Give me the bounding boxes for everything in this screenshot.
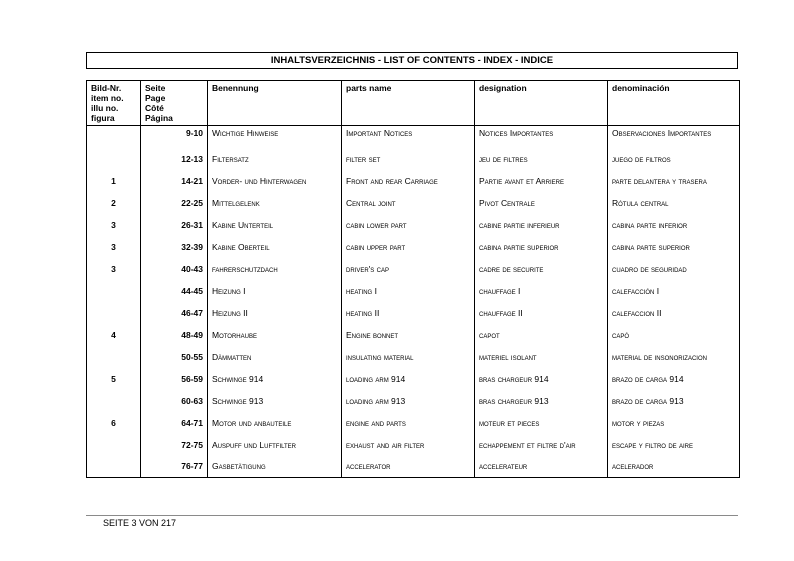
cell-parts-name: loading arm 913	[342, 390, 475, 412]
cell-bild-nr: 3	[87, 236, 141, 258]
cell-bild-nr: 5	[87, 368, 141, 390]
header-seite-line: Page	[145, 93, 166, 103]
cell-denominacion: cabina parte inferior	[608, 214, 740, 236]
cell-bild-nr	[87, 302, 141, 324]
cell-designation: capot	[475, 324, 608, 346]
cell-denominacion: motor y piezas	[608, 412, 740, 434]
cell-denominacion: brazo de carga 914	[608, 368, 740, 390]
table-row	[87, 258, 740, 280]
header-row	[87, 81, 740, 126]
header-seite-line: Seite	[145, 83, 166, 93]
header-seite-line: Página	[145, 113, 173, 123]
header-bild-line: item no.	[91, 93, 124, 103]
cell-bild-nr: 2	[87, 192, 141, 214]
cell-page-range: 76-77	[141, 456, 208, 478]
cell-denominacion: Observaciones Importantes	[608, 126, 740, 148]
cell-benennung: Heizung I	[208, 280, 342, 302]
header-bild-line: illu no.	[91, 103, 119, 113]
cell-benennung: Auspuff und Luftfilter	[208, 434, 342, 456]
cell-bild-nr	[87, 346, 141, 368]
cell-designation: jeu de filtres	[475, 148, 608, 170]
table-row	[87, 346, 740, 368]
cell-bild-nr: 1	[87, 170, 141, 192]
cell-page-range: 14-21	[141, 170, 208, 192]
cell-page-range: 56-59	[141, 368, 208, 390]
cell-page-range: 26-31	[141, 214, 208, 236]
header-benennung: Benennung	[208, 81, 342, 126]
cell-denominacion: cabina parte superior	[608, 236, 740, 258]
table-row	[87, 302, 740, 324]
cell-benennung: Kabine Unterteil	[208, 214, 342, 236]
cell-parts-name: loading arm 914	[342, 368, 475, 390]
cell-parts-name: engine and parts	[342, 412, 475, 434]
footer-divider	[86, 515, 738, 516]
header-bild-line: figura	[91, 113, 115, 123]
cell-page-range: 72-75	[141, 434, 208, 456]
cell-benennung: Dämmatten	[208, 346, 342, 368]
cell-denominacion: juego de filtros	[608, 148, 740, 170]
cell-bild-nr	[87, 390, 141, 412]
cell-page-range: 40-43	[141, 258, 208, 280]
cell-page-range: 22-25	[141, 192, 208, 214]
table-row	[87, 280, 740, 302]
cell-bild-nr	[87, 434, 141, 456]
cell-denominacion: acelerador	[608, 456, 740, 478]
cell-bild-nr	[87, 280, 141, 302]
cell-designation: echappement et filtre d'air	[475, 434, 608, 456]
cell-benennung: Wichtige Hinweise	[208, 126, 342, 148]
cell-parts-name: exhaust and air filter	[342, 434, 475, 456]
cell-denominacion: calefaccion II	[608, 302, 740, 324]
table-row	[87, 368, 740, 390]
cell-designation: Pivot Centrale	[475, 192, 608, 214]
cell-designation: chauffage I	[475, 280, 608, 302]
cell-parts-name: accelerator	[342, 456, 475, 478]
cell-benennung: Vorder- und Hinterwagen	[208, 170, 342, 192]
table-row	[87, 390, 740, 412]
cell-parts-name: Engine bonnet	[342, 324, 475, 346]
cell-benennung: Schwinge 914	[208, 368, 342, 390]
cell-parts-name: Important Notices	[342, 126, 475, 148]
header-denominacion: denominación	[608, 81, 740, 126]
table-row	[87, 456, 740, 478]
cell-benennung: Gasbetätigung	[208, 456, 342, 478]
cell-bild-nr: 3	[87, 258, 141, 280]
cell-designation: Partie avant et Arriere	[475, 170, 608, 192]
cell-parts-name: heating II	[342, 302, 475, 324]
cell-parts-name: Central joint	[342, 192, 475, 214]
header-bild	[87, 81, 141, 126]
header-parts-name: parts name	[342, 81, 475, 126]
cell-benennung: Heizung II	[208, 302, 342, 324]
cell-designation: bras chargeur 913	[475, 390, 608, 412]
cell-designation: bras chargeur 914	[475, 368, 608, 390]
table-row	[87, 126, 740, 148]
cell-bild-nr: 6	[87, 412, 141, 434]
cell-denominacion: Rótula central	[608, 192, 740, 214]
cell-designation: cabina partie superior	[475, 236, 608, 258]
cell-designation: cadre de securite	[475, 258, 608, 280]
cell-denominacion: calefacción I	[608, 280, 740, 302]
cell-page-range: 44-45	[141, 280, 208, 302]
cell-page-range: 60-63	[141, 390, 208, 412]
cell-denominacion: cuadro de seguridad	[608, 258, 740, 280]
table-row	[87, 214, 740, 236]
table-row	[87, 236, 740, 258]
cell-denominacion: capó	[608, 324, 740, 346]
page-number: SEITE 3 VON 217	[103, 518, 177, 528]
header-seite-line: Côté	[145, 103, 164, 113]
cell-bild-nr: 4	[87, 324, 141, 346]
cell-benennung: fahrerschutzdach	[208, 258, 342, 280]
cell-benennung: Filtersatz	[208, 148, 342, 170]
table-row	[87, 170, 740, 192]
header-seite	[141, 81, 208, 126]
table-row	[87, 192, 740, 214]
cell-denominacion: escape y filtro de aire	[608, 434, 740, 456]
table-row	[87, 148, 740, 170]
cell-bild-nr	[87, 148, 141, 170]
cell-designation: materiel isolant	[475, 346, 608, 368]
cell-designation: moteur et pieces	[475, 412, 608, 434]
cell-designation: chauffage II	[475, 302, 608, 324]
cell-page-range: 50-55	[141, 346, 208, 368]
page-title: INHALTSVERZEICHNIS - LIST OF CONTENTS - INDEX - INDICE	[86, 52, 738, 69]
cell-benennung: Mittelgelenk	[208, 192, 342, 214]
cell-page-range: 12-13	[141, 148, 208, 170]
cell-page-range: 9-10	[141, 126, 208, 148]
cell-benennung: Schwinge 913	[208, 390, 342, 412]
cell-denominacion: parte delantera y trasera	[608, 170, 740, 192]
cell-parts-name: cabin lower part	[342, 214, 475, 236]
header-designation: designation	[475, 81, 608, 126]
table-row	[87, 412, 740, 434]
cell-designation: cabine partie inferieur	[475, 214, 608, 236]
cell-page-range: 64-71	[141, 412, 208, 434]
cell-benennung: Kabine Oberteil	[208, 236, 342, 258]
cell-designation: accelerateur	[475, 456, 608, 478]
cell-benennung: Motor und anbauteile	[208, 412, 342, 434]
cell-page-range: 48-49	[141, 324, 208, 346]
cell-page-range: 32-39	[141, 236, 208, 258]
cell-parts-name: Front and rear Carriage	[342, 170, 475, 192]
cell-bild-nr	[87, 126, 141, 148]
cell-denominacion: brazo de carga 913	[608, 390, 740, 412]
cell-parts-name: heating I	[342, 280, 475, 302]
cell-benennung: Motorhaube	[208, 324, 342, 346]
cell-parts-name: filter set	[342, 148, 475, 170]
cell-parts-name: insulating material	[342, 346, 475, 368]
cell-parts-name: driver's cap	[342, 258, 475, 280]
cell-bild-nr: 3	[87, 214, 141, 236]
cell-designation: Notices Importantes	[475, 126, 608, 148]
header-bild-line: Bild-Nr.	[91, 83, 122, 93]
contents-table	[86, 80, 740, 478]
cell-parts-name: cabin upper part	[342, 236, 475, 258]
cell-bild-nr	[87, 456, 141, 478]
table-row	[87, 324, 740, 346]
cell-page-range: 46-47	[141, 302, 208, 324]
table-row	[87, 434, 740, 456]
cell-denominacion: material de insonorizacion	[608, 346, 740, 368]
